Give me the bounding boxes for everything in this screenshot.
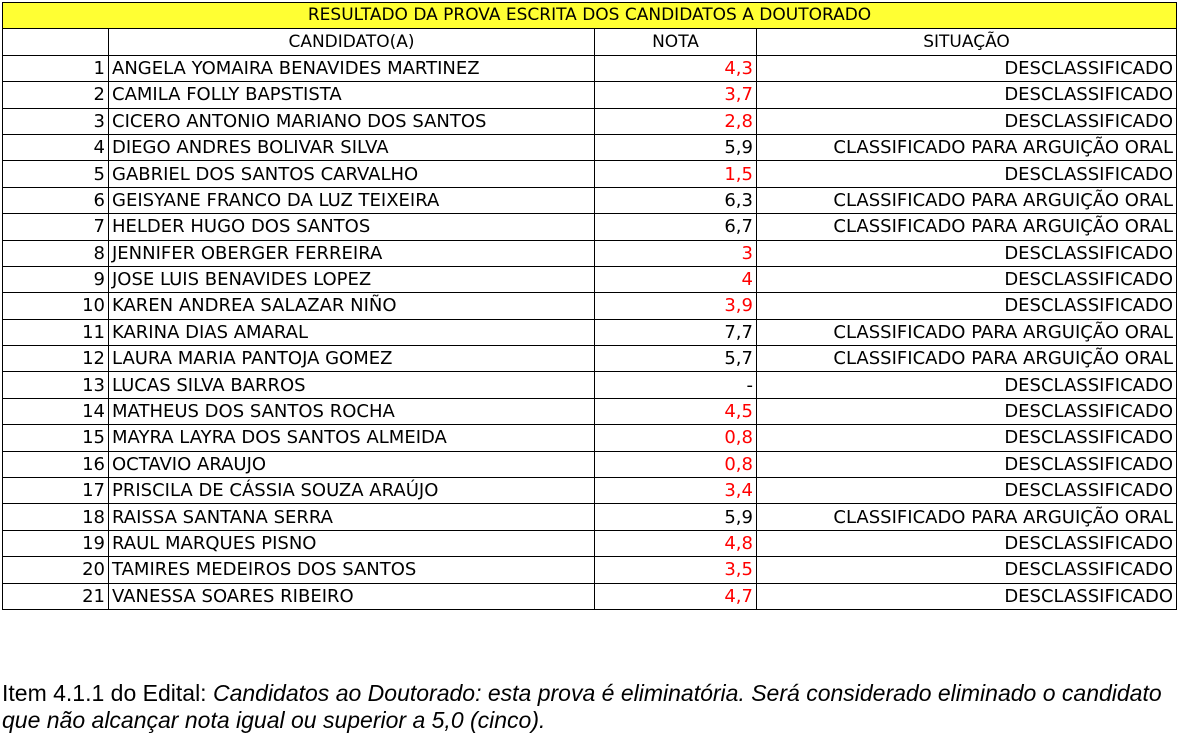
candidate-row (3, 82, 1177, 108)
candidate-row (3, 134, 1177, 160)
candidate-name: JOSE LUIS BENAVIDES LOPEZ (109, 266, 595, 292)
candidate-name: RAUL MARQUES PISNO (109, 530, 595, 556)
candidate-grade: 2,8 (595, 108, 757, 134)
candidate-row (3, 557, 1177, 583)
candidate-row (3, 583, 1177, 609)
candidate-name: GEISYANE FRANCO DA LUZ TEIXEIRA (109, 187, 595, 213)
header-row (3, 29, 1177, 55)
candidate-grade: 6,3 (595, 187, 757, 213)
candidate-status: CLASSIFICADO PARA ARGUIÇÃO ORAL (757, 319, 1177, 345)
header-nota: NOTA (595, 29, 757, 55)
candidate-grade: 4,8 (595, 530, 757, 556)
candidate-number: 10 (3, 293, 109, 319)
candidate-status: DESCLASSIFICADO (757, 240, 1177, 266)
candidate-row (3, 346, 1177, 372)
candidate-name: DIEGO ANDRES BOLIVAR SILVA (109, 134, 595, 160)
candidate-grade: 7,7 (595, 319, 757, 345)
candidate-number: 7 (3, 214, 109, 240)
candidate-number: 2 (3, 82, 109, 108)
candidate-row (3, 240, 1177, 266)
candidate-number: 9 (3, 266, 109, 292)
candidate-grade: 0,8 (595, 451, 757, 477)
candidate-grade: 3 (595, 240, 757, 266)
candidate-number: 3 (3, 108, 109, 134)
candidate-row (3, 55, 1177, 81)
candidate-status: CLASSIFICADO PARA ARGUIÇÃO ORAL (757, 187, 1177, 213)
candidate-row (3, 451, 1177, 477)
candidate-status: DESCLASSIFICADO (757, 478, 1177, 504)
candidate-number: 6 (3, 187, 109, 213)
candidate-number: 13 (3, 372, 109, 398)
candidate-status: DESCLASSIFICADO (757, 161, 1177, 187)
candidate-grade: 4,5 (595, 398, 757, 424)
candidate-name: MAYRA LAYRA DOS SANTOS ALMEIDA (109, 425, 595, 451)
candidate-status: DESCLASSIFICADO (757, 293, 1177, 319)
candidate-number: 8 (3, 240, 109, 266)
candidate-name: RAISSA SANTANA SERRA (109, 504, 595, 530)
candidate-name: HELDER HUGO DOS SANTOS (109, 214, 595, 240)
candidate-grade: 4,3 (595, 55, 757, 81)
table-body (3, 3, 1177, 610)
candidate-row (3, 372, 1177, 398)
candidate-row (3, 293, 1177, 319)
candidate-status: CLASSIFICADO PARA ARGUIÇÃO ORAL (757, 134, 1177, 160)
candidate-status: DESCLASSIFICADO (757, 82, 1177, 108)
candidate-name: KARINA DIAS AMARAL (109, 319, 595, 345)
candidate-name: TAMIRES MEDEIROS DOS SANTOS (109, 557, 595, 583)
candidate-row (3, 161, 1177, 187)
candidate-grade: 0,8 (595, 425, 757, 451)
candidate-number: 1 (3, 55, 109, 81)
candidate-grade: 5,9 (595, 134, 757, 160)
candidate-number: 21 (3, 583, 109, 609)
candidate-row (3, 187, 1177, 213)
edital-footnote (2, 680, 1192, 734)
candidate-status: CLASSIFICADO PARA ARGUIÇÃO ORAL (757, 214, 1177, 240)
candidate-number: 12 (3, 346, 109, 372)
footnote-prefix: Item 4.1.1 do Edital: (2, 680, 213, 706)
candidate-status: DESCLASSIFICADO (757, 451, 1177, 477)
candidate-number: 4 (3, 134, 109, 160)
candidate-number: 14 (3, 398, 109, 424)
candidate-row (3, 266, 1177, 292)
candidate-status: DESCLASSIFICADO (757, 372, 1177, 398)
candidate-name: LAURA MARIA PANTOJA GOMEZ (109, 346, 595, 372)
candidate-grade: 5,7 (595, 346, 757, 372)
candidate-row (3, 504, 1177, 530)
candidate-name: PRISCILA DE CÁSSIA SOUZA ARAÚJO (109, 478, 595, 504)
candidate-grade: 5,9 (595, 504, 757, 530)
candidate-grade: 3,9 (595, 293, 757, 319)
candidate-row (3, 319, 1177, 345)
table-title: RESULTADO DA PROVA ESCRITA DOS CANDIDATOS A DOUTORADO (3, 3, 1177, 29)
candidate-grade: 3,5 (595, 557, 757, 583)
candidate-row (3, 425, 1177, 451)
candidate-number: 5 (3, 161, 109, 187)
candidate-number: 15 (3, 425, 109, 451)
candidate-grade: 3,7 (595, 82, 757, 108)
candidate-status: DESCLASSIFICADO (757, 55, 1177, 81)
candidate-row (3, 530, 1177, 556)
candidate-row (3, 398, 1177, 424)
candidate-number: 16 (3, 451, 109, 477)
title-row (3, 3, 1177, 29)
candidate-number: 17 (3, 478, 109, 504)
candidate-status: DESCLASSIFICADO (757, 425, 1177, 451)
candidate-row (3, 478, 1177, 504)
footnote-body: Candidatos ao Doutorado: esta prova é eliminatória. Será considerado eliminado o candidato que não alcançar nota igual ou superior a 5,0 (cinco). (2, 680, 1162, 733)
candidate-status: DESCLASSIFICADO (757, 530, 1177, 556)
candidate-row (3, 214, 1177, 240)
candidate-number: 20 (3, 557, 109, 583)
candidate-status: CLASSIFICADO PARA ARGUIÇÃO ORAL (757, 346, 1177, 372)
candidate-name: CAMILA FOLLY BAPSTISTA (109, 82, 595, 108)
candidate-number: 11 (3, 319, 109, 345)
candidate-name: GABRIEL DOS SANTOS CARVALHO (109, 161, 595, 187)
candidate-status: DESCLASSIFICADO (757, 108, 1177, 134)
candidate-grade: 3,4 (595, 478, 757, 504)
candidate-row (3, 108, 1177, 134)
candidate-grade: 4 (595, 266, 757, 292)
candidate-status: DESCLASSIFICADO (757, 266, 1177, 292)
candidate-grade: 1,5 (595, 161, 757, 187)
header-candidate: CANDIDATO(A) (109, 29, 595, 55)
candidate-grade: 6,7 (595, 214, 757, 240)
candidate-name: LUCAS SILVA BARROS (109, 372, 595, 398)
candidate-number: 19 (3, 530, 109, 556)
candidate-status: DESCLASSIFICADO (757, 557, 1177, 583)
candidate-name: ANGELA YOMAIRA BENAVIDES MARTINEZ (109, 55, 595, 81)
candidate-name: JENNIFER OBERGER FERREIRA (109, 240, 595, 266)
results-table (2, 2, 1177, 610)
header-num (3, 29, 109, 55)
candidate-status: DESCLASSIFICADO (757, 398, 1177, 424)
candidate-status: DESCLASSIFICADO (757, 583, 1177, 609)
candidate-name: VANESSA SOARES RIBEIRO (109, 583, 595, 609)
candidate-name: CICERO ANTONIO MARIANO DOS SANTOS (109, 108, 595, 134)
candidate-grade: 4,7 (595, 583, 757, 609)
candidate-grade: - (595, 372, 757, 398)
candidate-name: MATHEUS DOS SANTOS ROCHA (109, 398, 595, 424)
header-situacao: SITUAÇÃO (757, 29, 1177, 55)
candidate-name: OCTAVIO ARAUJO (109, 451, 595, 477)
candidate-name: KAREN ANDREA SALAZAR NIÑO (109, 293, 595, 319)
candidate-status: CLASSIFICADO PARA ARGUIÇÃO ORAL (757, 504, 1177, 530)
candidate-number: 18 (3, 504, 109, 530)
